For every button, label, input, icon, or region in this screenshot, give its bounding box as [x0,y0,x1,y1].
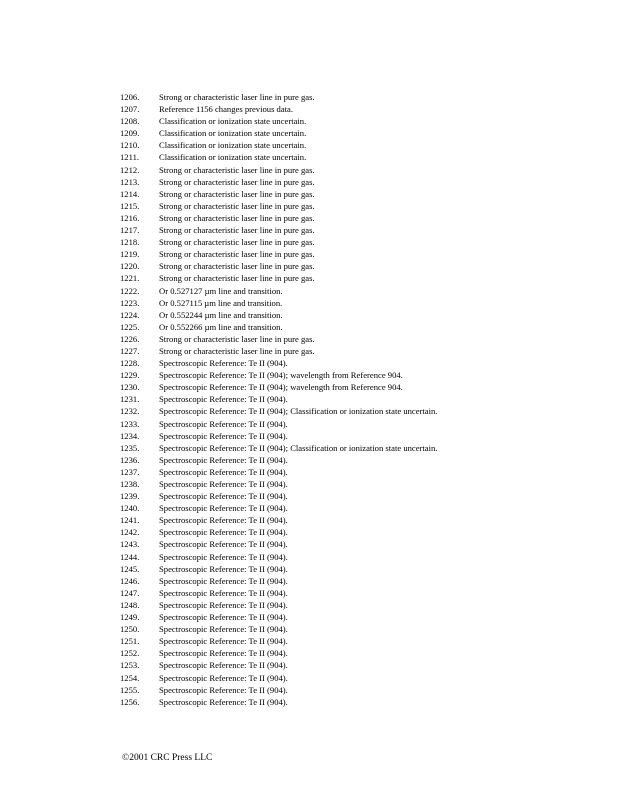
footnote-text: Strong or characteristic laser line in pure gas. [159,333,315,344]
footnote-number: 1223. [120,297,140,308]
footnote-row [120,405,600,417]
footnote-number: 1210. [120,140,140,151]
footnote-number: 1240. [120,503,140,514]
footnote-text: Strong or characteristic laser line in pure gas. [159,188,315,199]
footnote-row [120,188,600,200]
footnote-text: Spectroscopic Reference: Te II (904); wavelength from Reference 904. [159,382,403,393]
footnote-text: Spectroscopic Reference: Te II (904). [159,418,288,429]
copyright-footer: ©2001 CRC Press LLC [122,753,213,763]
footnote-text: Spectroscopic Reference: Te II (904). [159,636,288,647]
footnote-row [120,103,600,115]
footnote-number: 1222. [120,285,140,296]
footnote-row [120,333,600,345]
footnote-text: Strong or characteristic laser line in pure gas. [159,164,315,175]
footnote-row [120,236,600,248]
footnote-number: 1246. [120,575,140,586]
footnote-text: Spectroscopic Reference: Te II (904). [159,599,288,610]
footnote-number: 1238. [120,479,140,489]
footnote-row [120,635,600,647]
footnote-text: Spectroscopic Reference: Te II (904). [159,587,288,598]
footnote-row [120,538,600,550]
footnote-number: 1212. [120,164,140,175]
footnote-text: Spectroscopic Reference: Te II (904). [159,539,288,550]
footnote-text: Spectroscopic Reference: Te II (904); wavelength from Reference 904. [159,370,403,381]
footnote-number: 1235. [120,442,140,453]
footnote-number: 1244. [120,551,140,562]
footnote-text: Spectroscopic Reference: Te II (904); Classification or ionization state uncertain. [159,442,438,453]
footnote-text: Or 0.552266 µm line and transition. [159,321,283,332]
footnote-text: Strong or characteristic laser line in pure gas. [159,237,315,248]
footnote-text: Spectroscopic Reference: Te II (904). [159,503,288,514]
footnote-text: Or 0.552244 µm line and transition. [159,309,283,320]
footnote-text: Spectroscopic Reference: Te II (904). [159,394,288,405]
footnote-text: Spectroscopic Reference: Te II (904). [159,551,288,562]
footnote-row [120,684,600,696]
footnote-number: 1227. [120,345,140,356]
footnote-row [120,551,600,563]
footnote-number: 1221. [120,273,140,284]
footnote-text: Strong or characteristic laser line in pure gas. [159,200,315,211]
footnote-row [120,672,600,684]
footnote-number: 1255. [120,684,140,695]
footnote-row [120,164,600,176]
footnote-row [120,442,600,454]
footnote-number: 1219. [120,249,140,260]
footnote-number: 1237. [120,466,140,477]
footnote-number: 1206. [120,92,140,102]
footnote-text: Classification or ionization state uncertain. [159,152,307,163]
footnote-number: 1232. [120,406,140,417]
footnote-number: 1218. [120,237,140,248]
footnote-text: Classification or ionization state uncertain. [159,116,307,127]
footnote-number: 1211. [120,152,140,163]
footnote-text: Strong or characteristic laser line in pure gas. [159,212,315,223]
footnote-number: 1220. [120,261,140,272]
footnote-row [120,248,600,260]
footnote-text: Classification or ionization state uncertain. [159,140,307,151]
footnote-text: Spectroscopic Reference: Te II (904). [159,696,288,707]
footnote-row [120,599,600,611]
footnote-number: 1217. [120,225,140,236]
footnote-row [120,91,600,103]
footnote-row [120,490,600,502]
footnote-number: 1241. [120,515,140,526]
footnote-row [120,563,600,575]
footnote-number: 1208. [120,116,140,127]
footnote-row [120,260,600,272]
footnote-number: 1231. [120,394,140,405]
footnote-number: 1233. [120,418,140,429]
footnote-text: Spectroscopic Reference: Te II (904). [159,624,288,635]
footnote-row [120,224,600,236]
footnote-number: 1250. [120,624,140,635]
footnote-text: Spectroscopic Reference: Te II (904). [159,575,288,586]
footnote-text: Classification or ionization state uncertain. [159,128,307,139]
footnote-number: 1239. [120,491,140,502]
footnote-row [120,575,600,587]
footnote-row [120,478,600,490]
footnote-number: 1207. [120,104,140,115]
footnote-row [120,200,600,212]
footnote-row [120,526,600,538]
footnote-row [120,127,600,139]
footnote-list [120,91,600,708]
footnote-number: 1216. [120,212,140,223]
footnote-number: 1230. [120,382,140,393]
footnote-row [120,454,600,466]
footnote-number: 1245. [120,563,140,574]
footnote-row [120,647,600,659]
footnote-number: 1229. [120,370,140,381]
footnote-row [120,696,600,708]
footnote-text: Spectroscopic Reference: Te II (904). [159,660,288,671]
footnote-number: 1213. [120,176,140,187]
footnote-number: 1225. [120,321,140,332]
footnote-row [120,659,600,671]
footnote-row [120,297,600,309]
footnote-text: Spectroscopic Reference: Te II (904). [159,430,288,441]
footnote-number: 1234. [120,430,140,441]
footnote-text: Strong or characteristic laser line in pure gas. [159,225,315,236]
footnote-row [120,176,600,188]
footnote-text: Spectroscopic Reference: Te II (904). [159,466,288,477]
footnote-number: 1252. [120,648,140,659]
footnote-text: Strong or characteristic laser line in pure gas. [159,273,315,284]
footnote-text: Spectroscopic Reference: Te II (904); Classification or ionization state uncertain. [159,406,438,417]
footnote-text: Reference 1156 changes previous data. [159,104,294,115]
footnote-text: Spectroscopic Reference: Te II (904). [159,672,288,683]
footnote-text: Strong or characteristic laser line in pure gas. [159,249,315,260]
footnote-number: 1236. [120,454,140,465]
footnote-number: 1248. [120,599,140,610]
footnote-row [120,139,600,151]
footnote-row [120,285,600,297]
footnote-row [120,357,600,369]
footnote-number: 1224. [120,309,140,320]
footnote-number: 1253. [120,660,140,671]
footnote-number: 1256. [120,696,140,707]
footnote-text: Spectroscopic Reference: Te II (904). [159,454,288,465]
footnote-text: Spectroscopic Reference: Te II (904). [159,479,288,489]
footnote-row [120,369,600,381]
footnote-row [120,309,600,321]
footnote-number: 1254. [120,672,140,683]
footnote-number: 1228. [120,358,140,369]
footnote-row [120,321,600,333]
footnote-number: 1215. [120,200,140,211]
footnote-text: Spectroscopic Reference: Te II (904). [159,527,288,538]
footnote-row [120,514,600,526]
footnote-row [120,151,600,163]
footnote-text: Strong or characteristic laser line in pure gas. [159,176,315,187]
footnote-row [120,430,600,442]
footnote-number: 1243. [120,539,140,550]
footnote-number: 1226. [120,333,140,344]
footnote-text: Spectroscopic Reference: Te II (904). [159,515,288,526]
footnote-row [120,212,600,224]
footnote-text: Spectroscopic Reference: Te II (904). [159,491,288,502]
footnote-text: Strong or characteristic laser line in pure gas. [159,92,315,102]
footnote-row [120,611,600,623]
footnote-row [120,623,600,635]
footnote-row [120,345,600,357]
footnote-text: Spectroscopic Reference: Te II (904). [159,563,288,574]
footnote-row [120,393,600,405]
footnote-row [120,418,600,430]
footnote-number: 1249. [120,612,140,623]
footnote-number: 1242. [120,527,140,538]
footnote-text: Strong or characteristic laser line in pure gas. [159,261,315,272]
footnote-text: Spectroscopic Reference: Te II (904). [159,684,288,695]
footnote-row [120,502,600,514]
footnote-row [120,587,600,599]
footnote-row [120,272,600,284]
footnote-text: Or 0.527115 µm line and transition. [159,297,283,308]
footnote-text: Spectroscopic Reference: Te II (904). [159,358,288,369]
footnote-row [120,381,600,393]
footnote-text: Spectroscopic Reference: Te II (904). [159,612,288,623]
footnote-number: 1251. [120,636,140,647]
footnote-text: Or 0.527127 µm line and transition. [159,285,283,296]
footnote-number: 1247. [120,587,140,598]
footnote-row [120,466,600,478]
footnote-text: Strong or characteristic laser line in pure gas. [159,345,315,356]
footnote-number: 1209. [120,128,140,139]
footnote-number: 1214. [120,188,140,199]
footnote-row [120,115,600,127]
footnote-text: Spectroscopic Reference: Te II (904). [159,648,288,659]
